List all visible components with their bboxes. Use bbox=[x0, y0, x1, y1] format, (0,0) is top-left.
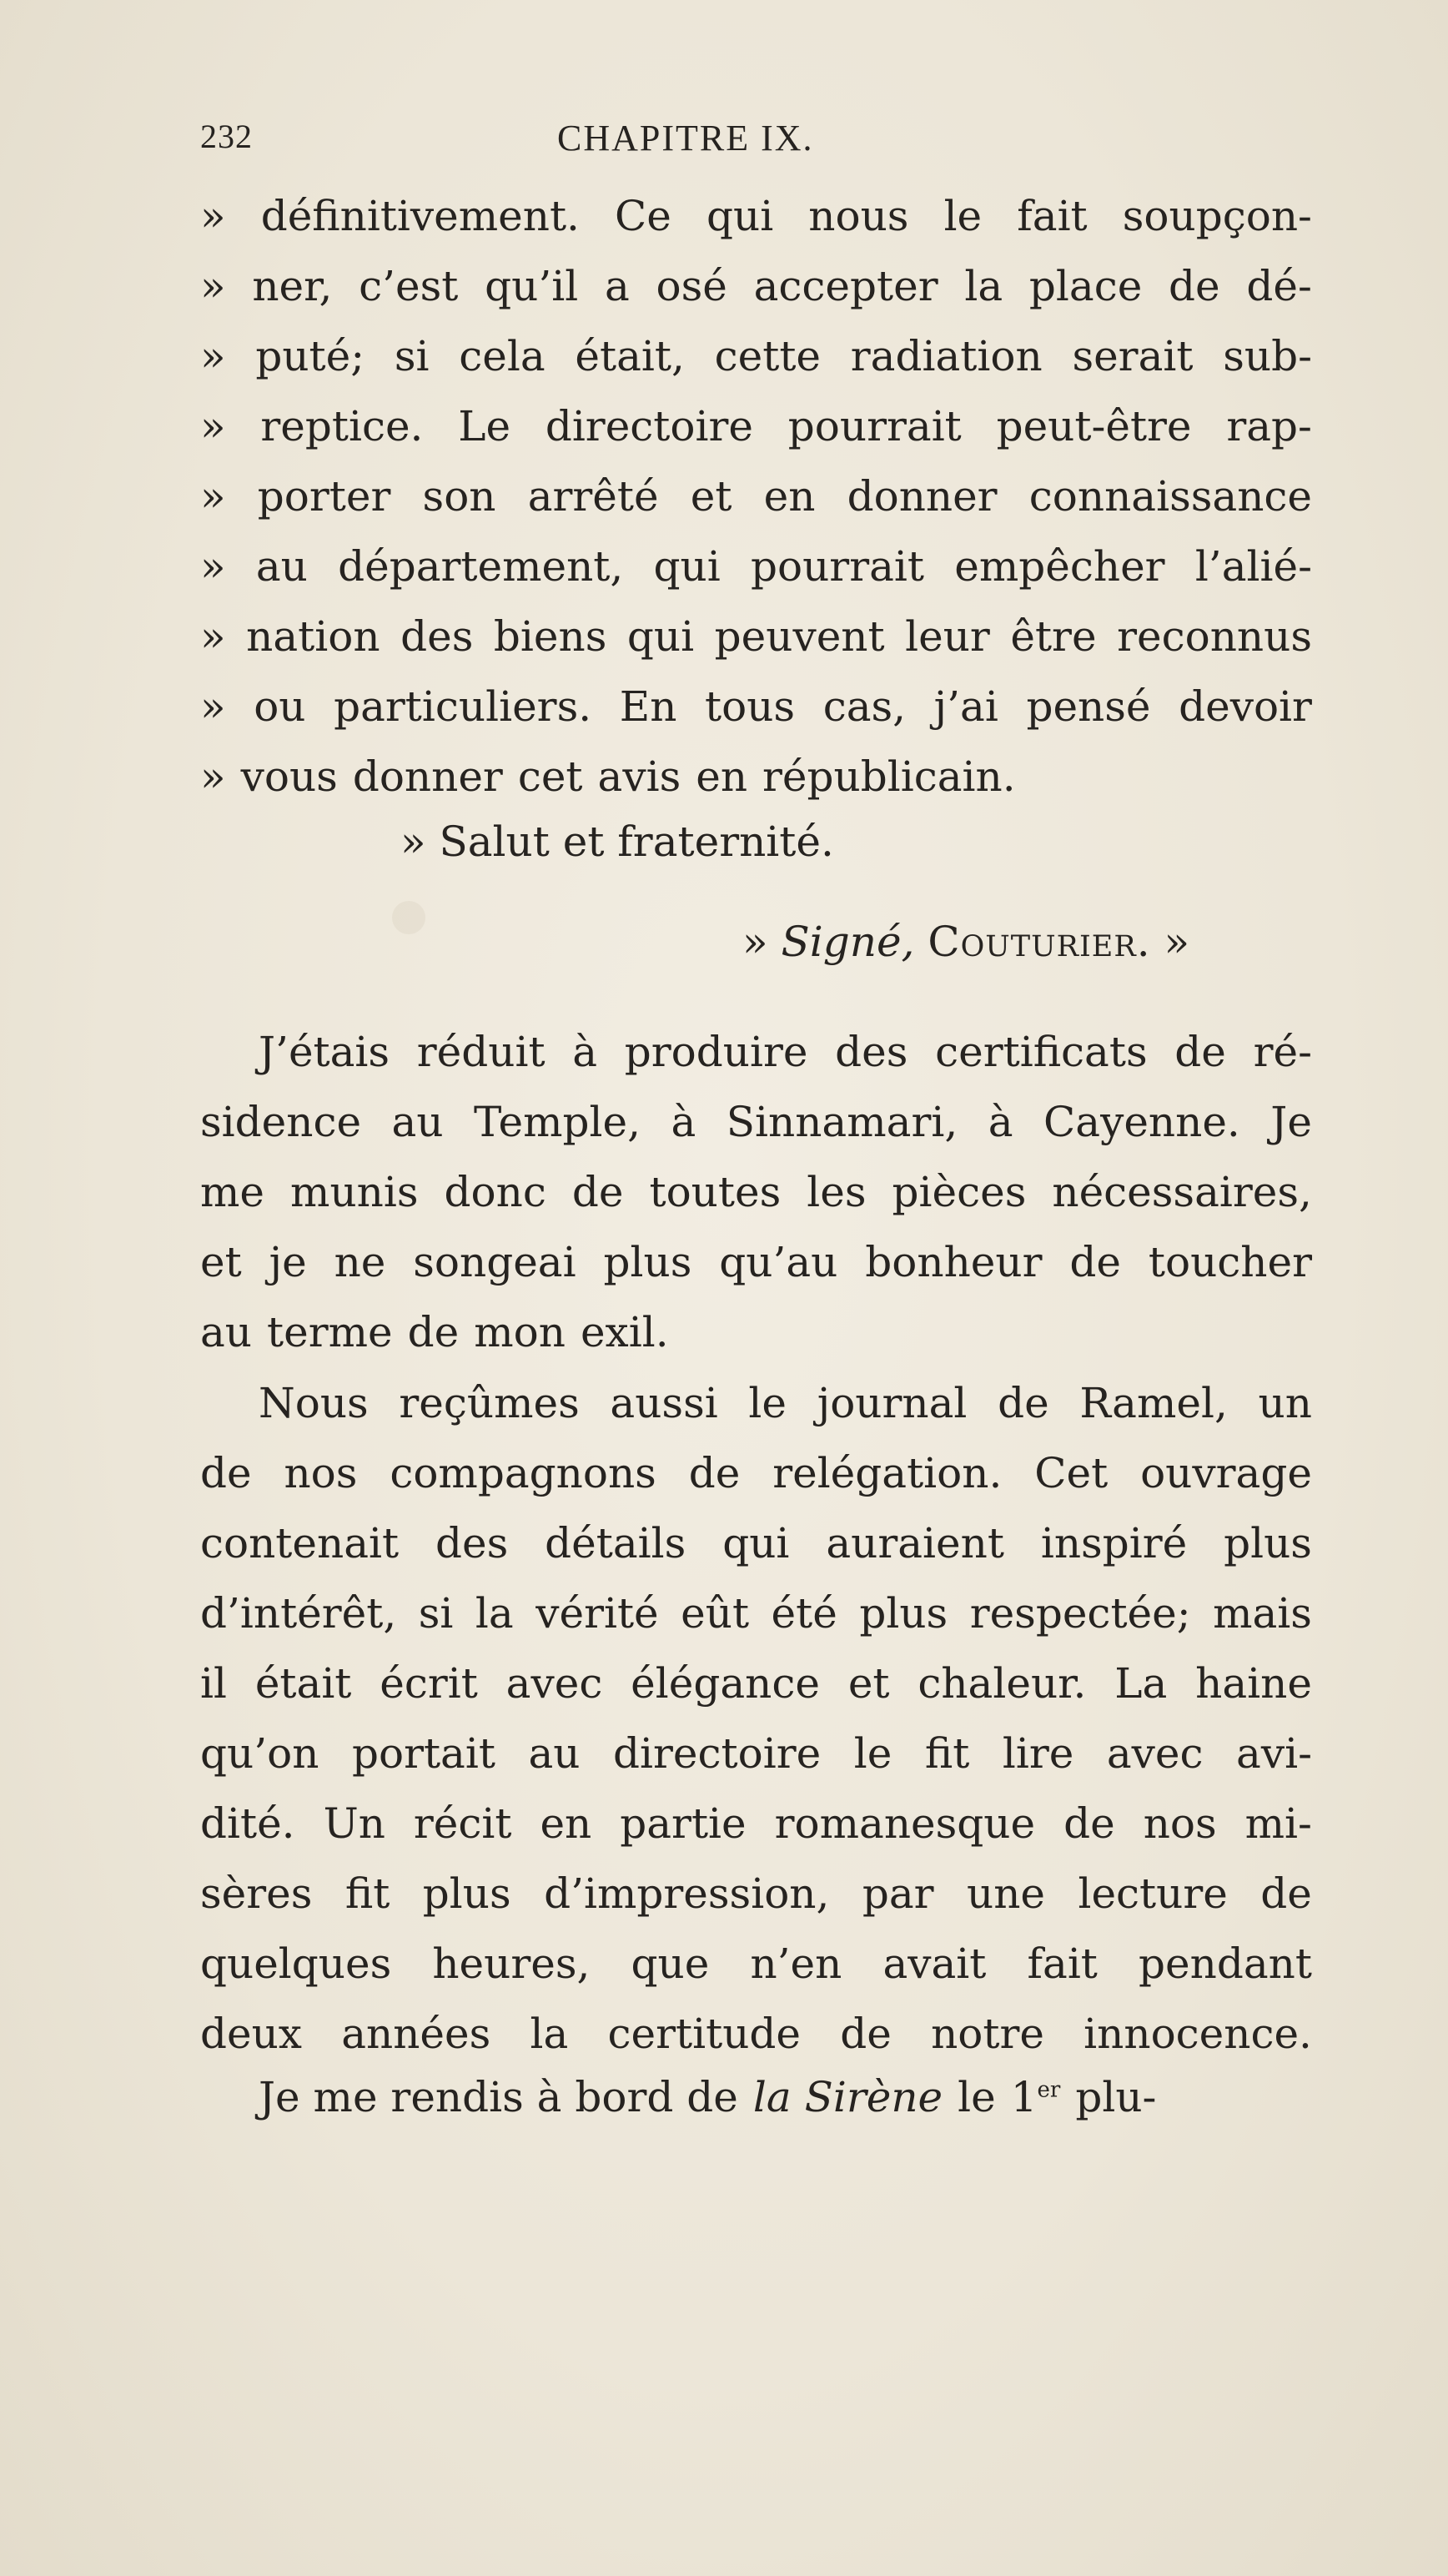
word: un bbox=[1258, 1379, 1312, 1427]
word: Un bbox=[323, 1799, 385, 1848]
word: nation bbox=[246, 612, 380, 661]
signature-open-quote: » bbox=[742, 918, 768, 966]
word: en bbox=[696, 752, 748, 801]
word: En bbox=[619, 682, 677, 731]
word: me bbox=[200, 1168, 265, 1216]
word: mon bbox=[474, 1308, 566, 1356]
word: cela bbox=[459, 332, 546, 380]
word: et bbox=[847, 1659, 890, 1708]
word: qui bbox=[626, 612, 695, 661]
word: » bbox=[200, 262, 226, 310]
word: par bbox=[862, 1869, 934, 1918]
word: serait bbox=[1072, 332, 1194, 380]
word: empêcher bbox=[954, 542, 1165, 591]
word: journal bbox=[817, 1379, 968, 1427]
letter-lines-line bbox=[200, 468, 1312, 525]
word: Temple, bbox=[474, 1098, 641, 1146]
word: que bbox=[631, 1940, 710, 1988]
last-line-mid: le bbox=[958, 2073, 996, 2121]
paragraph2-lines-line bbox=[200, 1935, 1312, 1992]
paragraph2-lines-line bbox=[200, 1515, 1312, 1572]
word: osé bbox=[656, 262, 727, 310]
word: radiation bbox=[850, 332, 1043, 380]
word: » bbox=[200, 332, 226, 380]
word: connaissance bbox=[1028, 472, 1312, 521]
word: arrêté bbox=[527, 472, 659, 521]
word: J’étais bbox=[259, 1028, 390, 1076]
word: Je bbox=[1270, 1098, 1312, 1146]
word: il bbox=[200, 1659, 227, 1708]
paragraph1-lines-line bbox=[259, 1024, 1312, 1080]
word: département, bbox=[338, 542, 624, 591]
word: cet bbox=[517, 752, 583, 801]
word: exil. bbox=[580, 1308, 669, 1356]
word: peut-être bbox=[996, 402, 1192, 450]
word: a bbox=[604, 262, 630, 310]
word: chaleur. bbox=[918, 1659, 1087, 1708]
paragraph1-lines-line bbox=[200, 1164, 1312, 1220]
word: notre bbox=[931, 2010, 1044, 2058]
word: à bbox=[572, 1028, 598, 1076]
word: Ce bbox=[615, 192, 671, 240]
word: cette bbox=[714, 332, 822, 380]
word: fait bbox=[1017, 192, 1088, 240]
word: j’ai bbox=[933, 682, 998, 731]
word: accepter bbox=[753, 262, 938, 310]
word: de bbox=[998, 1379, 1049, 1427]
word: nous bbox=[808, 192, 909, 240]
word: deux bbox=[200, 2010, 302, 2058]
word: d’intérêt, bbox=[200, 1589, 397, 1638]
word: sères bbox=[200, 1869, 313, 1918]
word: si bbox=[418, 1589, 454, 1638]
word: le bbox=[943, 192, 983, 240]
paragraph2-lines-line bbox=[259, 1375, 1312, 1431]
letter-lines-line bbox=[200, 188, 1312, 244]
word: reçûmes bbox=[399, 1379, 580, 1427]
word: » bbox=[200, 402, 226, 450]
word: devoir bbox=[1179, 682, 1312, 731]
word: ouvrage bbox=[1140, 1449, 1312, 1497]
ordinal-suffix: er bbox=[1037, 2077, 1061, 2103]
word: La bbox=[1114, 1659, 1168, 1708]
word: lecture bbox=[1078, 1869, 1228, 1918]
word: Ramel, bbox=[1079, 1379, 1228, 1427]
word: à bbox=[671, 1098, 696, 1146]
signature-close-quote: » bbox=[1164, 918, 1190, 966]
word: directoire bbox=[545, 402, 753, 450]
word: haine bbox=[1195, 1659, 1312, 1708]
word: aussi bbox=[610, 1379, 718, 1427]
word: de bbox=[1174, 1028, 1226, 1076]
paragraph2-lines-line bbox=[200, 2005, 1312, 2062]
word: soupçon- bbox=[1122, 192, 1312, 240]
word: avi- bbox=[1236, 1729, 1312, 1778]
word: particuliers. bbox=[334, 682, 592, 731]
word: au bbox=[255, 542, 308, 591]
last-line-end: plu- bbox=[1075, 2073, 1157, 2121]
word: qu’on bbox=[200, 1729, 319, 1778]
word: avait bbox=[882, 1940, 987, 1988]
word: portait bbox=[351, 1729, 495, 1778]
word: d’impression, bbox=[544, 1869, 830, 1918]
word: de bbox=[407, 1308, 460, 1356]
word: sidence bbox=[200, 1098, 362, 1146]
word: en bbox=[763, 472, 816, 521]
word: plus bbox=[859, 1589, 948, 1638]
word: de bbox=[571, 1168, 624, 1216]
word: qui bbox=[706, 192, 774, 240]
word: inspiré bbox=[1040, 1519, 1188, 1567]
word: peuvent bbox=[714, 612, 885, 661]
word: nos bbox=[1143, 1799, 1217, 1848]
word: le bbox=[853, 1729, 892, 1778]
paper-stain bbox=[392, 901, 425, 934]
word: lire bbox=[1002, 1729, 1074, 1778]
word: de bbox=[1069, 1238, 1121, 1286]
word: récit bbox=[413, 1799, 512, 1848]
word: au bbox=[200, 1308, 253, 1356]
word: dé- bbox=[1246, 262, 1312, 310]
word: la bbox=[530, 2010, 569, 2058]
letter-lines-line bbox=[200, 748, 1312, 805]
word: dité. bbox=[200, 1799, 295, 1848]
letter-signature bbox=[742, 913, 1189, 970]
word: respectée; bbox=[969, 1589, 1191, 1638]
word: fit bbox=[924, 1729, 970, 1778]
word: plus bbox=[422, 1869, 511, 1918]
word: au bbox=[391, 1098, 444, 1146]
word: sub- bbox=[1223, 332, 1312, 380]
word: » bbox=[200, 192, 226, 240]
word: plus bbox=[1224, 1519, 1312, 1567]
running-title: CHAPITRE IX. bbox=[557, 118, 814, 158]
word: de bbox=[200, 1449, 252, 1497]
word: avec bbox=[505, 1659, 603, 1708]
word: être bbox=[1010, 612, 1097, 661]
word: puté; bbox=[255, 332, 365, 380]
word: des bbox=[435, 1519, 509, 1567]
word: définitivement. bbox=[260, 192, 580, 240]
word: l’alié- bbox=[1194, 542, 1312, 591]
word: relégation. bbox=[772, 1449, 1003, 1497]
word: pourrait bbox=[751, 542, 925, 591]
paragraph-last-line bbox=[259, 2069, 1312, 2126]
word: songeai bbox=[413, 1238, 576, 1286]
word: était, bbox=[575, 332, 685, 380]
word: années bbox=[341, 2010, 491, 2058]
word: de bbox=[1260, 1869, 1312, 1918]
word: ou bbox=[254, 682, 306, 731]
paragraph2-lines-line bbox=[200, 1725, 1312, 1782]
word: » bbox=[200, 682, 226, 731]
word: son bbox=[422, 472, 496, 521]
word: vérité bbox=[535, 1589, 659, 1638]
word: pensé bbox=[1026, 682, 1151, 731]
word: le bbox=[748, 1379, 787, 1427]
word: porter bbox=[257, 472, 391, 521]
word: des bbox=[400, 612, 474, 661]
word: reconnus bbox=[1117, 612, 1312, 661]
word: partie bbox=[620, 1799, 747, 1848]
word: cas, bbox=[822, 682, 907, 731]
letter-lines-line bbox=[200, 258, 1312, 314]
letter-lines-line bbox=[200, 608, 1312, 665]
word: pièces bbox=[892, 1168, 1027, 1216]
last-line-start: Je me rendis à bord de bbox=[259, 2073, 738, 2121]
word: biens bbox=[493, 612, 607, 661]
word: » bbox=[200, 472, 226, 521]
word: ré- bbox=[1253, 1028, 1312, 1076]
paragraph1-lines-line bbox=[200, 1234, 1312, 1291]
word: pourrait bbox=[787, 402, 962, 450]
word: avis bbox=[597, 752, 681, 801]
word: de bbox=[840, 2010, 892, 2058]
word: républicain. bbox=[762, 752, 1016, 801]
word: certificats bbox=[935, 1028, 1148, 1076]
word: reptice. bbox=[260, 402, 424, 450]
word: directoire bbox=[613, 1729, 822, 1778]
word: auraient bbox=[826, 1519, 1004, 1567]
word: rap- bbox=[1226, 402, 1312, 450]
paragraph2-lines-line bbox=[200, 1795, 1312, 1852]
word: une bbox=[967, 1869, 1046, 1918]
ordinal-number: 1 bbox=[1010, 2073, 1038, 2121]
word: donner bbox=[352, 752, 503, 801]
word: eût bbox=[681, 1589, 750, 1638]
word: en bbox=[540, 1799, 592, 1848]
word: c’est bbox=[359, 262, 459, 310]
word: nécessaires, bbox=[1052, 1168, 1312, 1216]
word: Nous bbox=[259, 1379, 369, 1427]
word: donner bbox=[847, 472, 998, 521]
word: nos bbox=[284, 1449, 358, 1497]
word: contenait bbox=[200, 1519, 400, 1567]
word: la bbox=[475, 1589, 514, 1638]
letter-lines-line bbox=[200, 538, 1312, 595]
word: réduit bbox=[416, 1028, 546, 1076]
word: ne bbox=[334, 1238, 386, 1286]
signature-name: Couturier. bbox=[928, 918, 1151, 966]
paragraph2-lines-line bbox=[200, 1865, 1312, 1922]
word: je bbox=[269, 1238, 307, 1286]
word: des bbox=[835, 1028, 908, 1076]
word: avec bbox=[1106, 1729, 1204, 1778]
word: romanesque bbox=[774, 1799, 1036, 1848]
word: élégance bbox=[631, 1659, 820, 1708]
word: si bbox=[394, 332, 430, 380]
word: qu’il bbox=[485, 262, 579, 310]
word: était bbox=[254, 1659, 352, 1708]
word: leur bbox=[905, 612, 990, 661]
word: qu’au bbox=[719, 1238, 838, 1286]
word: et bbox=[690, 472, 732, 521]
word: écrit bbox=[380, 1659, 478, 1708]
paragraph2-lines-line bbox=[200, 1585, 1312, 1642]
word: Le bbox=[458, 402, 511, 450]
letter-lines-line bbox=[200, 678, 1312, 735]
word: toucher bbox=[1148, 1238, 1312, 1286]
word: ner, bbox=[252, 262, 333, 310]
word: Cayenne. bbox=[1043, 1098, 1240, 1146]
word: les bbox=[807, 1168, 867, 1216]
word: mi- bbox=[1244, 1799, 1312, 1848]
word: été bbox=[771, 1589, 837, 1638]
word: qui bbox=[653, 542, 721, 591]
word: de bbox=[1063, 1799, 1115, 1848]
word: toutes bbox=[649, 1168, 782, 1216]
page-number: 232 bbox=[200, 118, 253, 155]
signature-signed-word: Signé, bbox=[781, 918, 915, 966]
word: détails bbox=[545, 1519, 686, 1567]
word: fait bbox=[1027, 1940, 1098, 1988]
paragraph2-lines-line bbox=[200, 1655, 1312, 1712]
word: » bbox=[200, 612, 226, 661]
ship-name: la Sirène bbox=[752, 2073, 943, 2121]
word: de bbox=[1169, 262, 1220, 310]
paragraph1-lines-line bbox=[200, 1304, 1312, 1361]
word: certitude bbox=[607, 2010, 802, 2058]
word: terme bbox=[267, 1308, 393, 1356]
word: à bbox=[988, 1098, 1013, 1146]
word: mais bbox=[1213, 1589, 1312, 1638]
ordinal-date bbox=[1011, 2069, 1061, 2126]
word: innocence. bbox=[1083, 2010, 1312, 2058]
word: pendant bbox=[1139, 1940, 1312, 1988]
page-header bbox=[200, 117, 1243, 184]
word: donc bbox=[444, 1168, 546, 1216]
word: tous bbox=[705, 682, 796, 731]
word: » bbox=[200, 542, 226, 591]
word: qui bbox=[722, 1519, 790, 1567]
word: la bbox=[964, 262, 1003, 310]
word: Sinnamari, bbox=[726, 1098, 958, 1146]
paragraph1-lines-line bbox=[200, 1094, 1312, 1150]
word: place bbox=[1028, 262, 1143, 310]
letter-lines-line bbox=[200, 398, 1312, 455]
word: produire bbox=[624, 1028, 808, 1076]
word: Cet bbox=[1034, 1449, 1109, 1497]
word: » bbox=[200, 752, 226, 801]
word: fit bbox=[344, 1869, 390, 1918]
word: heures, bbox=[432, 1940, 591, 1988]
word: bonheur bbox=[865, 1238, 1043, 1286]
word: compagnons bbox=[390, 1449, 656, 1497]
word: plus bbox=[603, 1238, 692, 1286]
word: de bbox=[688, 1449, 741, 1497]
word: au bbox=[528, 1729, 581, 1778]
word: vous bbox=[240, 752, 338, 801]
word: quelques bbox=[200, 1940, 392, 1988]
letter-lines-line bbox=[200, 328, 1312, 385]
word: et bbox=[200, 1238, 242, 1286]
word: munis bbox=[290, 1168, 419, 1216]
word: n’en bbox=[750, 1940, 842, 1988]
paragraph2-lines-line bbox=[200, 1445, 1312, 1502]
letter-salutation: » Salut et fraternité. bbox=[400, 818, 834, 866]
